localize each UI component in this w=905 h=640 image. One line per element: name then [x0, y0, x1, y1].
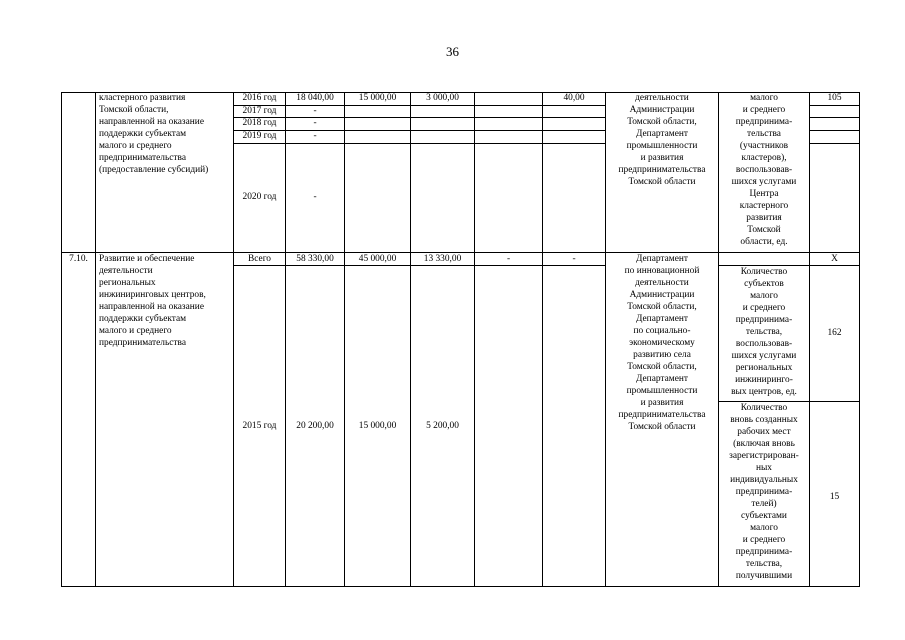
year-cell: 2016 год	[242, 93, 277, 103]
executor-line: по инновационной	[624, 266, 700, 276]
local-cell: -	[506, 254, 511, 264]
year-cell: 2017 год	[242, 106, 277, 116]
total-cell: -	[313, 131, 317, 141]
federal-cell: 15 000,00	[358, 93, 397, 103]
measure-name-line: (предоставление субсидий)	[99, 165, 209, 175]
measure-name-line: Развитие и обеспечение	[99, 254, 195, 264]
indicator-line: тельства,	[745, 559, 783, 569]
indicator-line: инжиниринго-	[735, 375, 793, 385]
regional-cell: 3 000,00	[426, 93, 459, 103]
indicator-line: воспользовав-	[735, 165, 793, 175]
column-divider	[542, 92, 543, 587]
indicator-value: 15	[829, 492, 840, 502]
row-divider	[809, 130, 860, 131]
indicator-line: воспользовав-	[735, 339, 793, 349]
indicator-line: и среднего	[742, 303, 786, 313]
measure-name-line: инжиниринговых центров,	[99, 290, 206, 300]
indicator-value: 105	[827, 93, 842, 103]
executor-line: Департамент	[636, 129, 688, 139]
measure-name-line: региональных	[99, 278, 156, 288]
regional-cell: 5 200,00	[426, 421, 459, 431]
indicator-line: кластерного	[739, 201, 789, 211]
row-divider	[718, 401, 860, 402]
indicator-line: Томской	[747, 225, 781, 235]
indicator-line: предпринима-	[735, 547, 793, 557]
executor-line: Томской области	[628, 177, 696, 187]
column-divider	[474, 92, 475, 587]
federal-cell: 45 000,00	[358, 254, 397, 264]
indicator-line: тельства	[747, 129, 781, 139]
measure-name-line: малого и среднего	[99, 326, 172, 336]
indicator-line: малого	[750, 291, 778, 301]
row-divider	[809, 143, 860, 144]
indicator-line: предпринима-	[735, 315, 793, 325]
indicator-line: индивидуальных	[730, 475, 798, 485]
program-table	[61, 92, 860, 587]
other-sources-cell: 40,00	[563, 93, 585, 103]
total-cell: 20 200,00	[296, 421, 334, 431]
measure-name-line: направленной на оказание	[99, 117, 204, 127]
measure-name-line: поддержки субъектам	[99, 314, 187, 324]
measure-name-line: направленной на оказание	[99, 302, 204, 312]
row-divider	[809, 105, 860, 106]
indicator-line: малого	[750, 93, 778, 103]
column-divider	[410, 92, 411, 587]
total-cell: -	[313, 118, 317, 128]
executor-line: экономическому	[629, 338, 695, 348]
executor-line: деятельности	[635, 93, 689, 103]
executor-line: деятельности	[635, 278, 689, 288]
indicator-line: субъектами	[741, 511, 787, 521]
year-cell: 2018 год	[242, 118, 277, 128]
column-divider	[285, 92, 286, 587]
executor-line: и развития	[640, 398, 684, 408]
total-cell: 58 330,00	[296, 254, 334, 264]
measure-name-line: Томской области,	[99, 105, 169, 115]
indicator-line: развития	[746, 213, 782, 223]
indicator-line: ных	[755, 463, 772, 473]
measure-name-line: малого и среднего	[99, 141, 172, 151]
column-divider	[344, 92, 345, 587]
other-sources-cell: -	[572, 254, 576, 264]
executor-line: Томской области,	[627, 117, 697, 127]
table-border-left	[61, 92, 62, 587]
table-border-bottom	[61, 586, 860, 587]
measure-name-line: кластерного развития	[99, 93, 186, 103]
executor-line: Томской области,	[627, 362, 697, 372]
executor-line: предпринимательства	[618, 410, 706, 420]
indicator-line: шихся услугами	[731, 177, 797, 187]
indicator-line: зарегистрирован-	[729, 451, 799, 461]
executor-line: и развития	[640, 153, 684, 163]
executor-line: Томской области	[628, 422, 696, 432]
row-divider	[809, 117, 860, 118]
executor-line: развитию села	[633, 350, 691, 360]
measure-name-line: деятельности	[99, 266, 153, 276]
table-border-right	[859, 92, 860, 587]
indicator-line: малого	[750, 523, 778, 533]
indicator-line: (участников	[739, 141, 789, 151]
executor-line: Администрации	[629, 290, 695, 300]
regional-cell: 13 330,00	[423, 254, 462, 264]
measure-name-line: поддержки субъектам	[99, 129, 187, 139]
indicator-line: рабочих мест	[737, 427, 791, 437]
executor-line: Департамент	[636, 254, 688, 264]
year-cell: Всего	[248, 254, 271, 264]
year-cell: 2020 год	[242, 192, 277, 202]
executor-line: промышленности	[626, 386, 698, 396]
indicator-line: вновь созданных	[730, 415, 798, 425]
total-cell: -	[313, 106, 317, 116]
executor-line: Департамент	[636, 374, 688, 384]
indicator-line: (включая вновь	[733, 439, 795, 449]
executor-line: предпринимательства	[618, 165, 706, 175]
year-cell: 2019 год	[242, 131, 277, 141]
indicator-line: получившими	[735, 571, 793, 581]
executor-line: по социально-	[633, 326, 691, 336]
row-divider	[233, 143, 606, 144]
indicator-line: вых центров, ед.	[731, 387, 797, 397]
federal-cell: 15 000,00	[358, 421, 397, 431]
indicator-value: 162	[827, 328, 842, 338]
indicator-value: X	[831, 254, 838, 264]
executor-line: Администрации	[629, 105, 695, 115]
executor-line: промышленности	[626, 141, 698, 151]
indicator-line: Количество	[740, 403, 788, 413]
indicator-line: области, ед.	[740, 237, 788, 247]
measure-number: 7.10.	[69, 254, 88, 264]
indicator-line: шихся услугами	[731, 351, 797, 361]
page-number: 36	[446, 44, 459, 59]
executor-line: Томской области,	[627, 302, 697, 312]
indicator-line: субъектов	[744, 279, 784, 289]
total-cell: -	[313, 192, 317, 202]
indicator-line: предпринима-	[735, 117, 793, 127]
indicator-line: кластеров),	[741, 153, 787, 163]
indicator-line: Количество	[740, 267, 788, 277]
executor-line: Департамент	[636, 314, 688, 324]
measure-name-line: предпринимательства	[99, 153, 186, 163]
indicator-line: телей)	[751, 499, 777, 509]
measure-name-line: предпринимательства	[99, 338, 186, 348]
year-cell: 2015 год	[242, 421, 277, 431]
indicator-line: региональных	[735, 363, 793, 373]
indicator-line: тельства,	[745, 327, 783, 337]
indicator-line: и среднего	[742, 535, 786, 545]
indicator-line: предпринима-	[735, 487, 793, 497]
total-cell: 18 040,00	[296, 93, 334, 103]
column-divider	[233, 92, 234, 587]
indicator-line: и среднего	[742, 105, 786, 115]
column-divider	[95, 92, 96, 587]
indicator-line: Центра	[749, 189, 779, 199]
row-divider	[61, 252, 860, 253]
